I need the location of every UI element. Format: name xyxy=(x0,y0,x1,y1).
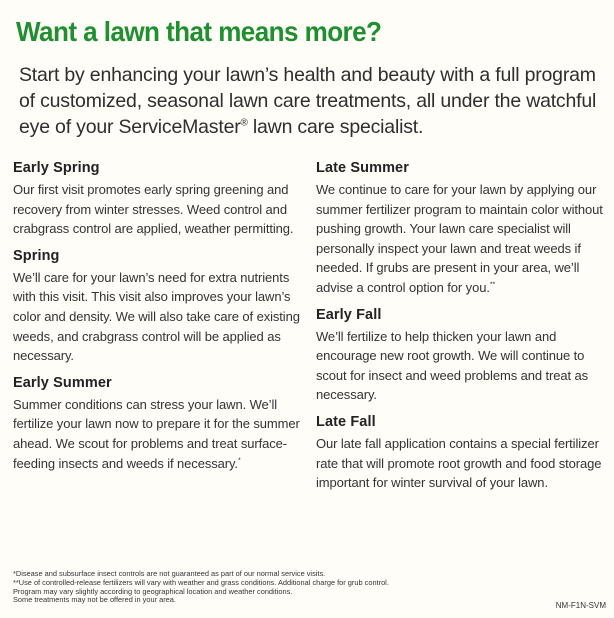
section-title-early-spring: Early Spring xyxy=(13,160,100,176)
footnote: Program may vary slightly according to geographical location and weather conditions. xyxy=(13,586,293,596)
left-column xyxy=(13,160,305,482)
footnote-mark-double: ** xyxy=(489,281,496,289)
section-body-early-fall: We’ll fertilize to help thicken your lawn and encourage new root growth. We will continue to scout for insect and weed problems and treat as necessary. xyxy=(316,328,589,403)
section-body-early-summer: Summer conditions can stress your lawn. We’ll fertilize your lawn now to prepare it for the summer ahead. We scout for problems and treat surface-feeding insects and weeds if necessary. xyxy=(13,396,300,471)
section-late-fall xyxy=(316,414,608,493)
section-body-early-summer-wrap xyxy=(13,395,305,473)
section-body-spring: We’ll care for your lawn’s need for extra nutrients with this visit. This visit also improves your lawn’s color and density. We will also take care of existing weeds, and crabgrass control will be applied as necessary. xyxy=(13,269,300,364)
document-code: NM-F1N-SVM xyxy=(555,601,606,610)
section-early-fall xyxy=(316,307,608,405)
footnote: **Use of controlled-release fertilizers will vary with weather and grass conditions. Additional charge for grub control. xyxy=(13,577,389,587)
section-title-early-summer: Early Summer xyxy=(13,374,112,391)
section-body-late-summer-wrap xyxy=(316,180,608,298)
intro-text: Start by enhancing your lawn’s health and beauty with a full program of customized, seasonal lawn care treatments, all under the watchful eye of your ServiceMaster xyxy=(19,64,597,138)
footnote: *Disease and subsurface insect controls are not guaranteed as part of our normal service visits. xyxy=(13,569,326,578)
right-column xyxy=(316,160,608,502)
section-body-late-fall: Our late fall application contains a special fertilizer rate that will promote root growth and food storage important for winter survival of your lawn. xyxy=(316,435,602,491)
section-title-late-fall: Late Fall xyxy=(316,413,376,430)
section-title-early-fall: Early Fall xyxy=(316,306,382,323)
footnote: Some treatments may not be offered in your area. xyxy=(13,595,176,605)
section-early-summer xyxy=(13,375,305,473)
section-body-late-summer: We continue to care for your lawn by applying our summer fertilizer program to maintain color without pushing growth. Your lawn care specialist will personally inspect your lawn and treat weeds if needed. If grubs are present in your area, we’ll advise a control option for you. xyxy=(316,182,603,295)
intro-paragraph xyxy=(19,62,611,140)
section-early-spring xyxy=(13,160,305,239)
footnotes xyxy=(13,570,533,605)
footnote-mark-single: * xyxy=(237,457,241,465)
section-title-late-summer: Late Summer xyxy=(316,160,409,176)
section-spring xyxy=(13,248,305,366)
page-title: Want a lawn that means more? xyxy=(16,16,382,47)
intro-text-end: lawn care specialist. xyxy=(247,116,424,138)
section-late-summer xyxy=(316,160,608,298)
section-title-spring: Spring xyxy=(13,247,60,264)
section-body-early-spring: Our first visit promotes early spring greening and recovery from winter stresses. Weed control and crabgrass control are applied, weather permitting. xyxy=(13,182,294,237)
registered-mark: ® xyxy=(240,117,248,129)
